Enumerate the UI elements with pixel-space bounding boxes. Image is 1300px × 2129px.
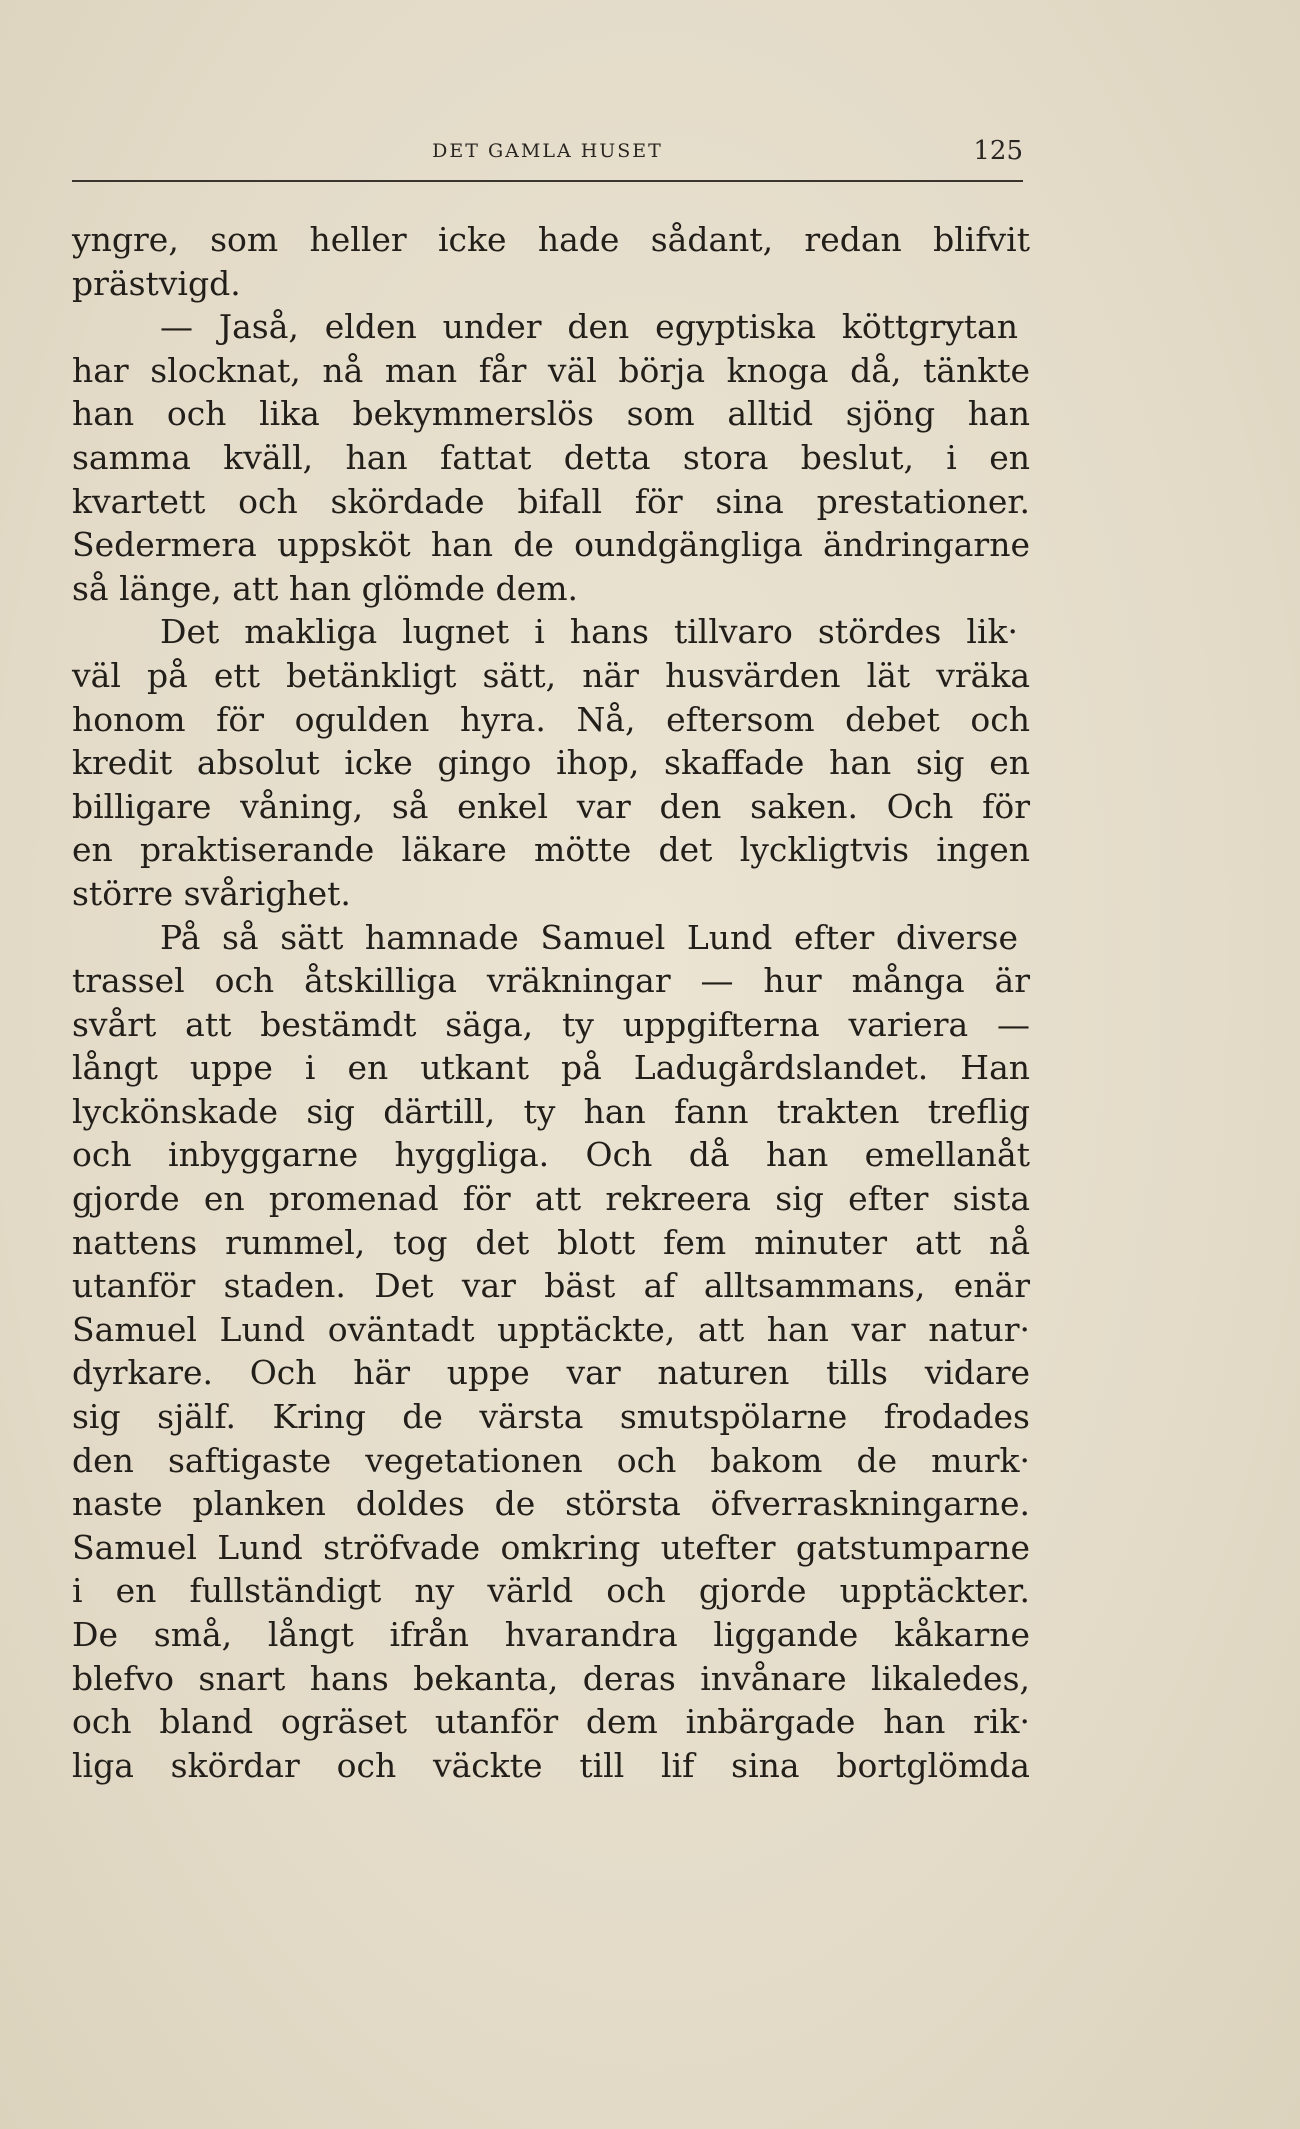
- text-line: väl på ett betänkligt sätt, när husvärden lät vräka: [72, 655, 1030, 695]
- text-line: De små, långt ifrån hvarandra liggande kåkarne: [72, 1615, 1030, 1654]
- text-line: nattens rummel, tog det blott fem minuter att nå: [72, 1222, 1030, 1262]
- text-line: Det makliga lugnet i hans tillvaro stördes lik·: [160, 612, 1018, 652]
- text-line: Sedermera uppsköt han de oundgängliga ändringarne: [72, 525, 1030, 565]
- text-line: dyrkare. Och här uppe var naturen tills vidare: [72, 1353, 1030, 1393]
- text-line: prästvigd.: [72, 263, 241, 303]
- running-title: DET GAMLA HUSET: [432, 140, 663, 162]
- text-line: blefvo snart hans bekanta, deras invånare likaledes,: [72, 1658, 1030, 1698]
- text-line: lyckönskade sig därtill, ty han fann trakten treflig: [72, 1091, 1030, 1131]
- text-line: har slocknat, nå man får väl börja knoga då, tänkte: [72, 350, 1030, 390]
- text-line: — Jaså, elden under den egyptiska köttgrytan: [160, 307, 1018, 347]
- text-line: På så sätt hamnade Samuel Lund efter diverse: [160, 917, 1018, 957]
- text-line: gjorde en promenad för att rekreera sig efter sista: [72, 1179, 1030, 1219]
- text-line: kvartett och skördade bifall för sina prestationer.: [72, 481, 1030, 521]
- text-line: kredit absolut icke gingo ihop, skaffade han sig en: [72, 743, 1030, 783]
- text-line: Samuel Lund oväntadt upptäckte, att han var natur·: [72, 1309, 1030, 1349]
- text-line: han och lika bekymmerslös som alltid sjöng han: [72, 394, 1030, 434]
- text-line: Samuel Lund ströfvade omkring utefter gatstumparne: [72, 1527, 1030, 1567]
- text-line: den saftigaste vegetationen och bakom de murk·: [72, 1440, 1030, 1480]
- page-header: [72, 136, 1023, 176]
- text-line: yngre, som heller icke hade sådant, redan blifvit: [72, 220, 1030, 259]
- body-text: [72, 218, 1032, 1787]
- text-line: utanför staden. Det var bäst af alltsammans, enär: [72, 1266, 1030, 1306]
- text-line: trassel och åtskilliga vräkningar — hur många är: [72, 961, 1030, 1001]
- text-line: så länge, att han glömde dem.: [72, 568, 578, 608]
- header-rule: [72, 180, 1023, 182]
- text-line: långt uppe i en utkant på Ladugårdslandet. Han: [72, 1048, 1030, 1088]
- text-line: liga skördar och väckte till lif sina bortglömda: [72, 1745, 1030, 1785]
- text-line: sig själf. Kring de värsta smutspölarne frodades: [72, 1397, 1030, 1437]
- page-number: 125: [973, 136, 1023, 166]
- text-line: i en fullständigt ny värld och gjorde upptäckter.: [72, 1571, 1030, 1611]
- text-line: billigare våning, så enkel var den saken. Och för: [72, 786, 1030, 826]
- text-line: naste planken doldes de största öfverraskningarne.: [72, 1484, 1030, 1524]
- text-line: honom för ogulden hyra. Nå, eftersom debet och: [72, 699, 1030, 739]
- text-line: en praktiserande läkare mötte det lyckligtvis ingen: [72, 830, 1030, 870]
- text-line: större svårighet.: [72, 873, 351, 913]
- text-line: och bland ogräset utanför dem inbärgade han rik·: [72, 1702, 1030, 1742]
- text-line: svårt att bestämdt säga, ty uppgifterna variera —: [72, 1004, 1030, 1044]
- text-line: och inbyggarne hyggliga. Och då han emellanåt: [72, 1135, 1030, 1175]
- text-line: samma kväll, han fattat detta stora beslut, i en: [72, 437, 1030, 477]
